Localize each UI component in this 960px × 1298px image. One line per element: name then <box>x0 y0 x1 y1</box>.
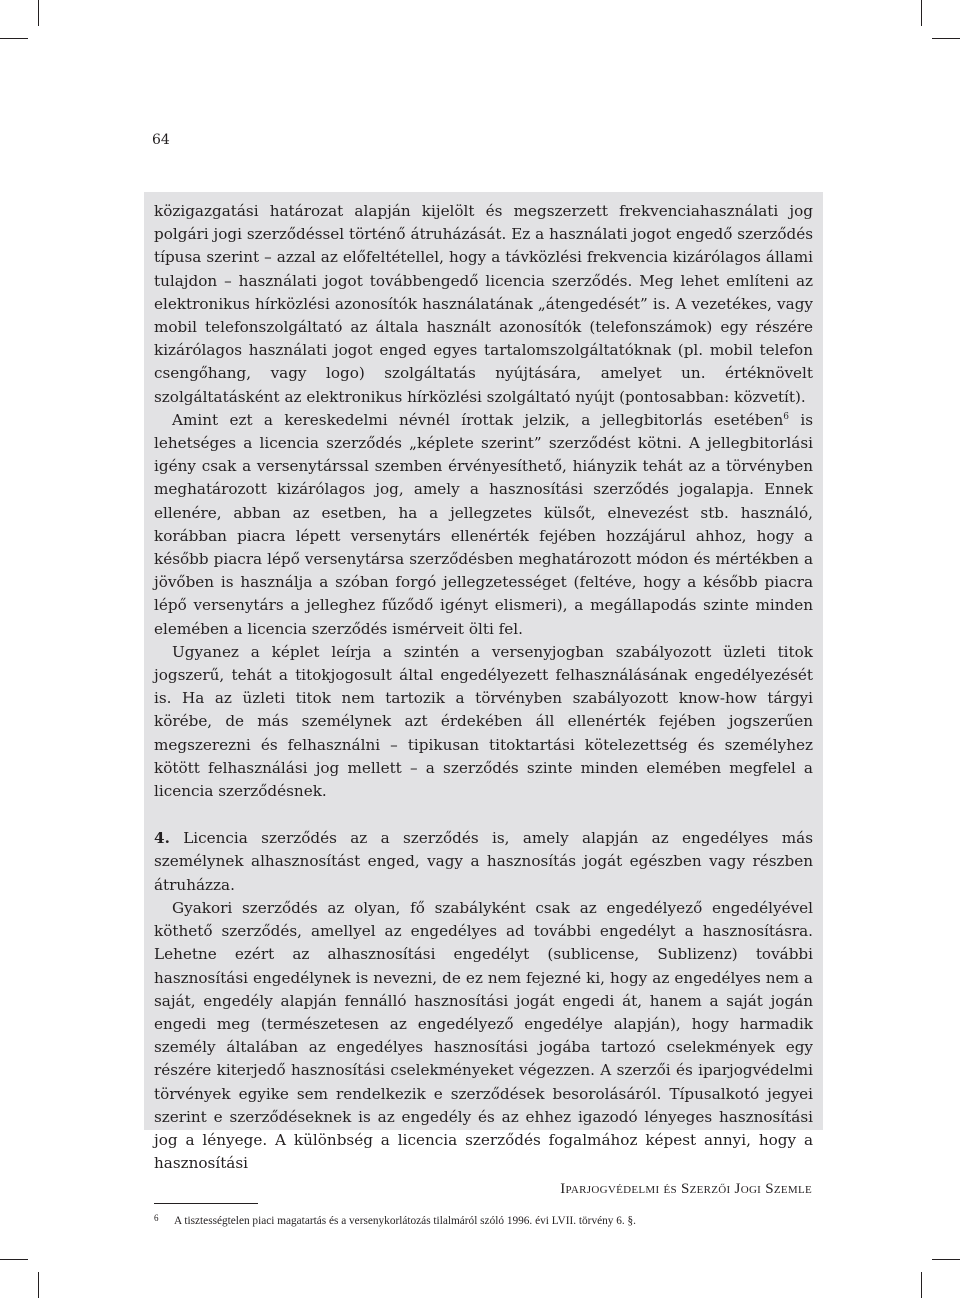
running-footer: Iparjogvédelmi és Szerzői Jogi Szemle <box>560 1181 812 1197</box>
section-number: 4. <box>154 829 170 848</box>
paragraph-text: is lehetséges a licencia szerződés „képlete szerint” szerződést kötni. A jellegbitorlási igény csak a versenytárssal szemben érvényesíthető, hiányzik tehát az a törvényben meghatározott kizárólagos jog, amely a hasznosítási szerződés jogalapja. Ennek ellenére, abban az esetben, ha a jellegzetes külsőt, elnevezést stb. használó, korábban piacra lépett versenytárs ellenérték fejében hozzájárul ahhoz, hogy a később piacra lépő versenytársa szerződésben meghatározott módon és mértékben a jövőben is használja a szóban forgó jellegzetességet (feltéve, hogy a később piacra lépő versenytárs a jelleghez fűződő igényt elismeri), a megállapodás szinte minden elemében a licencia szerződés ismérveit ölti fel. <box>154 410 813 638</box>
crop-mark <box>38 1272 39 1298</box>
section-paragraph <box>154 827 813 897</box>
paragraph-text: Amint ezt a kereskedelmi névnél írottak jelzik, a jellegbitorlás esetében <box>172 410 784 429</box>
crop-mark <box>0 38 28 39</box>
paragraph: Ugyanez a képlet leírja a szintén a versenyjogban szabályozott üzleti titok jogszerű, tehát a titokjogosult által engedélyezett felhasználásának engedélyezését is. Ha az üzleti titok nem tartozik a törvényben szabályozott know-how tárgyi körébe, de más személynek azt érdekében áll ellenérték fejében jogszerűen megszerezni és felhasználni – tipikusan titoktartási kötelezettség és személyhez kötött felhasználási jog mellett – a szerződés szinte minden elemében megfelel a licencia szerződésnek. <box>154 642 813 801</box>
paragraph: Gyakori szerződés az olyan, fő szabályként csak az engedélyező engedélyével köthető szerződés, amellyel az engedélyes ad további engedélyt a hasznosításra. Lehetne ezért az alhasznosítási engedélyt (sublicense, Sublizenz) további hasznosítási engedélynek is nevezni, de ez nem fejezné ki, hogy az engedélyes nem a saját, engedély alapján fennálló hasznosítási jogát engedi át, hanem a saját jogán engedi meg (természetesen az engedélyező engedélye alapján), hogy harmadik személy általában az engedélyes hasznosítási jogába tartozó cselekmények egy részére kiterjedő hasznosítási cselekményeket végezzen. A szerzői és iparjogvédelmi törvények egyike sem rendelkezik e szerződések besorolásáról. Típusalkotó jegyei szerint e szerződéseknek is az engedély és az ehhez igazodó lényeges hasznosítási jog a lényege. A különbség a licencia szerződés fogalmához képest annyi, hogy a hasznosítási <box>154 898 813 1173</box>
footnote-reference[interactable]: 6 <box>783 411 789 422</box>
crop-mark <box>38 0 39 26</box>
footnote-number: 6 <box>154 1213 159 1224</box>
footnote-separator <box>154 1203 258 1204</box>
footnote <box>154 1211 813 1229</box>
crop-mark <box>921 0 922 26</box>
crop-mark <box>0 1259 28 1260</box>
footnote-text: A tisztességtelen piaci magatartás és a versenykorlátozás tilalmáról szóló 1996. évi LVII. törvény 6. §. <box>174 1215 636 1228</box>
section-gap <box>154 803 813 827</box>
paragraph: közigazgatási határozat alapján kijelölt és megszerzett frekvenciahasználati jog polgári jogi szerződéssel történő átruházását. Ez a használati jogot engedő szerződés típusa szerint – azzal az előfeltétellel, hogy a távközlési frekvencia kizárólagos állami tulajdon – használati jogot továbbengedő licencia szerződés. Meg lehet említeni az elektronikus hírközlési azonosítók használatának „átengedését” is. A vezetékes, vagy mobil telefonszolgáltató az általa használt azonosítók (telefonszámok) egy részére kizárólagos használati jogot enged egyes tartalomszolgáltatóknak (pl. mobil telefon csengőhang, vagy logo) szolgáltatás nyújtására, amelyet un. értéknövelt szolgáltatásként az elektronikus hírközlési szolgáltató nyújt (pontosabban: közvetít). <box>154 202 813 406</box>
crop-mark <box>921 1272 922 1298</box>
crop-mark <box>932 1259 960 1260</box>
paragraph <box>154 409 813 641</box>
crop-mark <box>932 38 960 39</box>
paragraph-text: Licencia szerződés az a szerződés is, amely alapján az engedélyes más személynek alhasznosítást enged, vagy a hasznosítás jogát egészben vagy részben átruházza. <box>154 829 813 894</box>
page-number: 64 <box>152 132 170 148</box>
